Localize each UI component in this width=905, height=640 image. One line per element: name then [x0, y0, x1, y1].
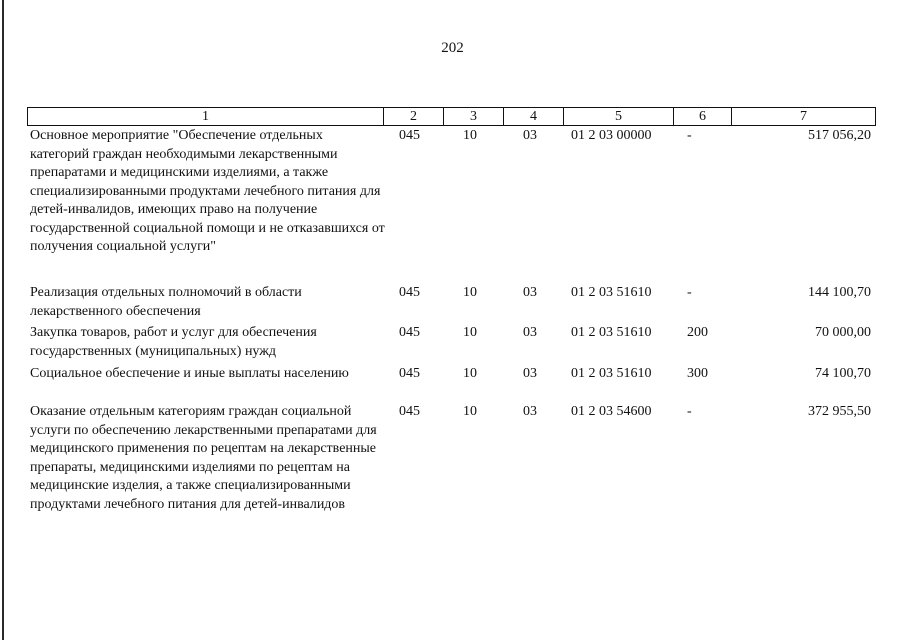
- row-col-2: 045: [399, 285, 420, 300]
- row-name: Оказание отдельным категориям граждан социальной услуги по обеспечению лекарственными препаратами для медицинского применения по рецептам на лекарственные препараты, медицинскими изделиями по рецептам на медицинские изделия, а также специализированными продуктами лечебного питания для детей-инвалидов: [30, 404, 377, 512]
- header-cell-3: 3: [443, 108, 503, 125]
- row-col-4: 03: [523, 325, 537, 340]
- row-name: Закупка товаров, работ и услуг для обеспечения государственных (муниципальных) нужд: [30, 325, 317, 359]
- row-col-6: -: [687, 404, 692, 419]
- row-col-3: 10: [463, 366, 477, 381]
- row-col-7: 372 955,50: [808, 404, 871, 419]
- row-col-7: 144 100,70: [808, 285, 871, 300]
- row-name: Социальное обеспечение и иные выплаты населению: [30, 366, 349, 381]
- row-col-3: 10: [463, 128, 477, 143]
- row-col-6: -: [687, 285, 692, 300]
- row-name: Основное мероприятие "Обеспечение отдельных категорий граждан необходимыми лекарственными препаратами и медицинскими изделиями, а также специализированными продуктами лечебного питания для детей-инвалидов, имеющих право на получение государственной социальной помощи и не отказавшихся от получения социальной услуги": [30, 128, 385, 254]
- row-col-3: 10: [463, 404, 477, 419]
- header-cell-2: 2: [383, 108, 443, 125]
- row-col-5: 01 2 03 51610: [571, 366, 652, 381]
- row-col-2: 045: [399, 366, 420, 381]
- row-col-2: 045: [399, 404, 420, 419]
- row-col-7: 70 000,00: [815, 325, 871, 340]
- row-col-2: 045: [399, 325, 420, 340]
- row-col-6: 200: [687, 325, 708, 340]
- scan-left-edge: [2, 0, 4, 640]
- header-cell-5: 5: [563, 108, 673, 125]
- row-col-5: 01 2 03 51610: [571, 285, 652, 300]
- header-cell-7: 7: [731, 108, 875, 125]
- row-col-6: 300: [687, 366, 708, 381]
- row-col-3: 10: [463, 325, 477, 340]
- row-col-2: 045: [399, 128, 420, 143]
- row-col-5: 01 2 03 54600: [571, 404, 652, 419]
- row-col-6: -: [687, 128, 692, 143]
- page-number: 202: [441, 40, 464, 56]
- header-cell-4: 4: [503, 108, 563, 125]
- table-header-row: [27, 107, 876, 126]
- header-cell-1: 1: [202, 109, 209, 124]
- row-col-4: 03: [523, 128, 537, 143]
- row-col-7: 74 100,70: [815, 366, 871, 381]
- row-col-4: 03: [523, 366, 537, 381]
- row-col-5: 01 2 03 51610: [571, 325, 652, 340]
- row-col-7: 517 056,20: [808, 128, 871, 143]
- header-cell-6: 6: [673, 108, 731, 125]
- row-col-3: 10: [463, 285, 477, 300]
- row-col-5: 01 2 03 00000: [571, 128, 652, 143]
- row-name: Реализация отдельных полномочий в области лекарственного обеспечения: [30, 285, 302, 319]
- row-col-4: 03: [523, 404, 537, 419]
- row-col-4: 03: [523, 285, 537, 300]
